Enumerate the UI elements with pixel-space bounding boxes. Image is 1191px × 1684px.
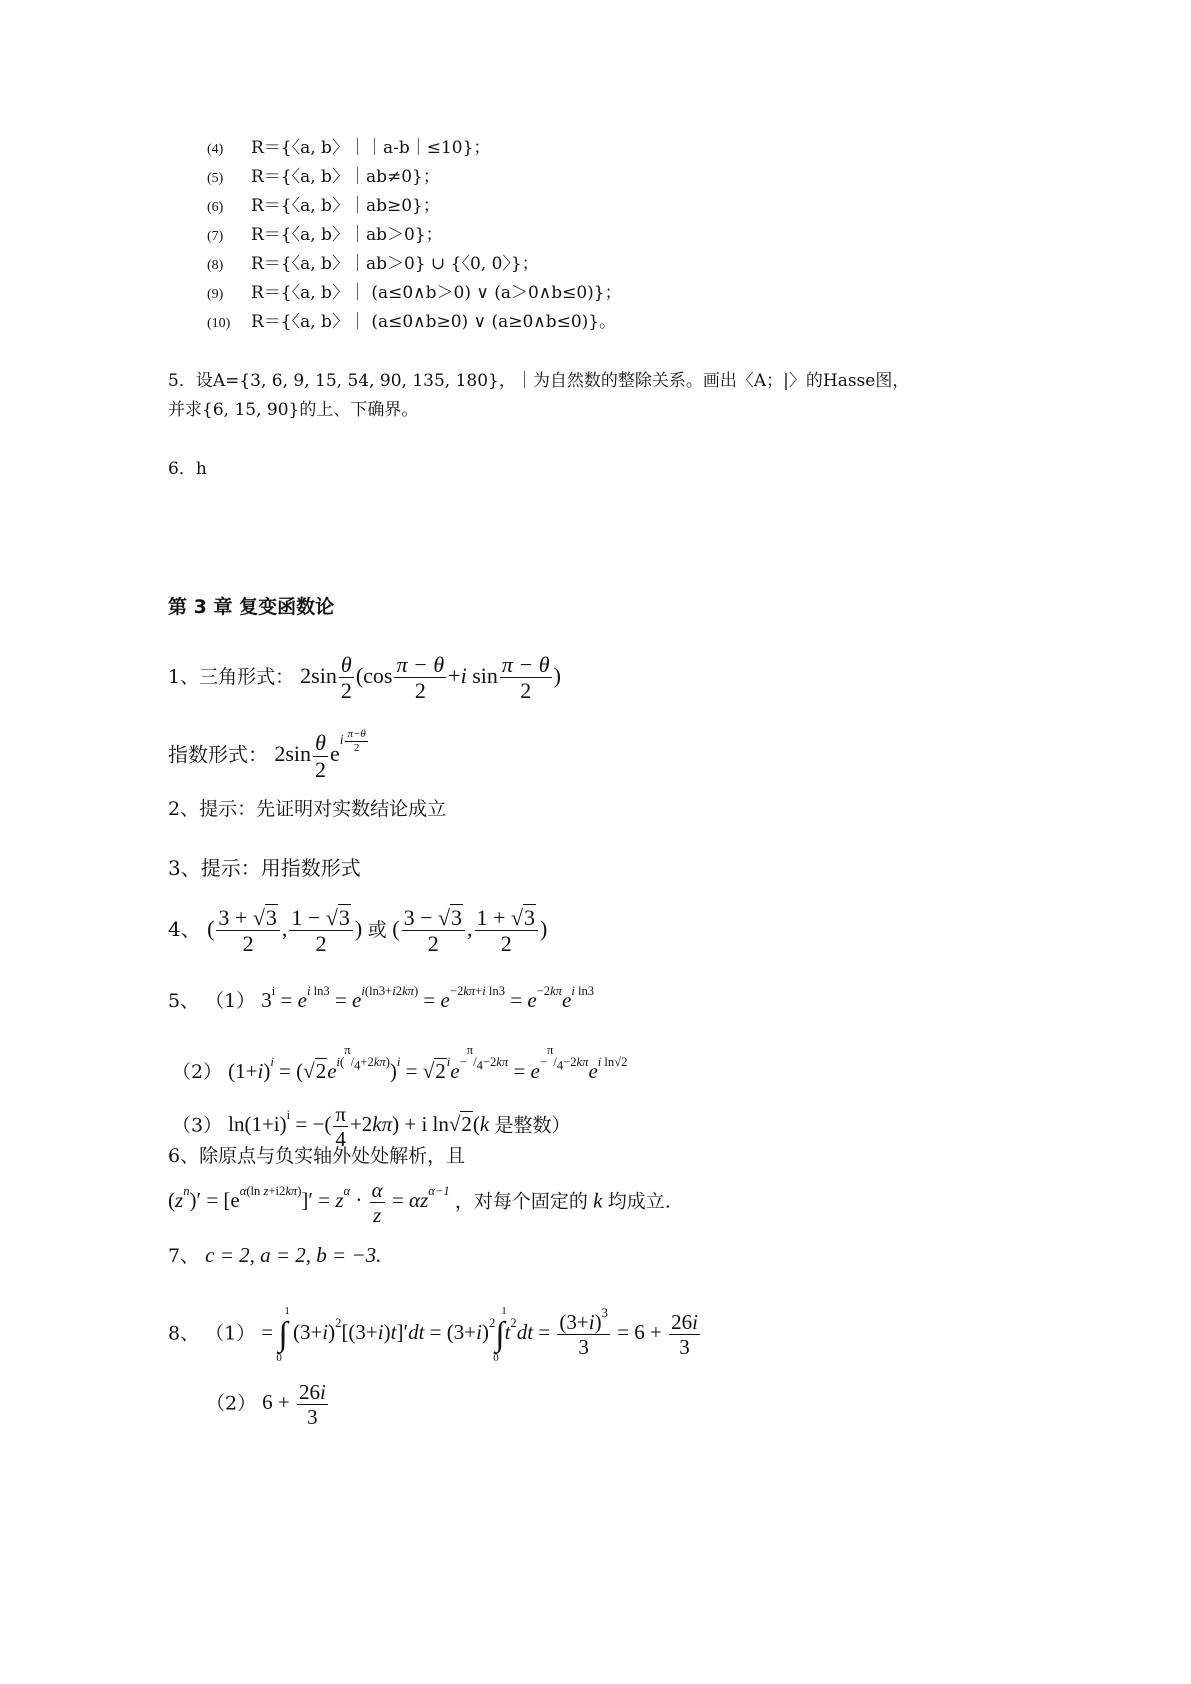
question-6: 6．h bbox=[168, 459, 207, 479]
relation-expr: R＝{〈a, b〉｜ (a≤0∧b＞0) ∨ (a＞0∧b≤0)}； bbox=[251, 283, 622, 303]
formula-8-1: = ∫ 1 0 $(3+i)^2[(3+i)t]'dt = (3+i)^2\int$ 1 0 $t^2dt$ = $\frac{(3+i)^3}{3}$ = 6 + $\frac{26i}{3}$ bbox=[261, 1305, 698, 1365]
item-number: (8) bbox=[207, 258, 224, 273]
relation-item bbox=[207, 283, 622, 303]
relation-expr: R＝{〈a, b〉｜ab≥0}； bbox=[251, 196, 440, 216]
answer-4-label: 4、 bbox=[168, 916, 201, 941]
answer-5-part-2 bbox=[172, 1043, 628, 1083]
formula-5-1: $3^i = e^{i ln3} = e^{i(ln3+i2k\pi)} = e^{-2k\pi+i ln3} = e^{-2k\pi}e^{i ln3}$ bbox=[261, 984, 595, 1012]
formula-6: $(z^n)' = [e^{\alpha(ln z+i2k\pi)}]' = z^\alpha$ · $\frac{\alpha}{z}$ = $\alpha z^{\alpha-1}$ bbox=[168, 1178, 450, 1228]
relation-expr: R＝{〈a, b〉｜ab＞0} ∪ {〈0, 0〉}； bbox=[251, 254, 539, 274]
answer-2: 2、提示：先证明对实数结论成立 bbox=[168, 798, 447, 820]
part-label: （3） bbox=[172, 1114, 223, 1137]
item-number: (9) bbox=[207, 287, 224, 302]
answer-8-part-2 bbox=[206, 1380, 330, 1429]
answer-1-exp-label: 指数形式： bbox=[168, 742, 268, 767]
answer-3: 3、提示：用指数形式 bbox=[168, 856, 361, 880]
answer-5-part-3 bbox=[172, 1102, 571, 1151]
answer-6-tail: ，对每个固定的 bbox=[454, 1190, 588, 1213]
answer-6-line-1: 6、除原点与负实轴外处处解析，且 bbox=[168, 1145, 466, 1167]
formula-8-2: 6 + $\frac{26i}{3}$ bbox=[262, 1380, 326, 1430]
formula-5-3: $\ln(1+i)^i$ = −( $\frac{\pi}{4}$ +2kπ) + i ln√2(k bbox=[228, 1102, 490, 1152]
answer-1-label: 1、三角形式： bbox=[168, 665, 295, 688]
item-number: (7) bbox=[207, 229, 224, 244]
relation-expr: R＝{〈a, b〉｜ab≠0}； bbox=[251, 167, 440, 187]
relation-expr: R＝{〈a, b〉｜｜a-b｜≤10}； bbox=[251, 138, 491, 158]
answer-7 bbox=[168, 1245, 381, 1266]
relation-expr: R＝{〈a, b〉｜ (a≤0∧b≥0) ∨ (a≥0∧b≤0)}。 bbox=[251, 312, 617, 332]
relation-item bbox=[207, 138, 491, 158]
relation-item bbox=[207, 225, 443, 245]
answer-6-line-2: $(z^n)' = [e^{\alpha(ln z+i2k\pi)}]' = z^\alpha$ · $\frac{\alpha}{z}$ = $\alpha z^{\alpha-1}$ ，对每个固定的 k 均成立. bbox=[168, 1178, 671, 1228]
answer-1-trig bbox=[168, 652, 561, 704]
item-number: (4) bbox=[207, 142, 224, 157]
formula-trig-form: 2sin $\frac{\theta}{2}$ (cos $\frac{\pi - \theta}{2}$ +i sin $\frac{\pi - \theta}{2}$ ) bbox=[300, 652, 561, 704]
part-label: （2） bbox=[206, 1392, 257, 1415]
part-label: （1） bbox=[205, 990, 256, 1012]
item-number: (5) bbox=[207, 171, 224, 186]
answer-4-or: 或 bbox=[367, 918, 387, 941]
relation-item bbox=[207, 254, 539, 274]
formula-5-2: $(1+i)^i = (√2e^{i(^\pi/_4+2k\pi)})^i = √2^ie^{-^\pi/_4-2k\pi} = e^{-^\pi/_4-2k\pi}e^{i ln√2}$ bbox=[228, 1043, 628, 1083]
formula-7: c = 2, a = 2, b = −3. bbox=[205, 1243, 382, 1267]
answer-1-exp bbox=[168, 728, 370, 782]
chapter-title: 第 3 章 复变函数论 bbox=[168, 596, 335, 618]
formula-answer-4: ( $\frac{3 + √3}{2}$ , $\frac{1 - √3}{2}$ ) 或 ( $\frac{3 - √3}{2}$ , $\frac{1 + √3}{2}$ ) bbox=[207, 905, 548, 957]
relation-expr: R＝{〈a, b〉｜ab＞0}； bbox=[251, 225, 443, 245]
integer-note: 是整数） bbox=[494, 1114, 571, 1137]
answer-6-end: 均成立. bbox=[607, 1190, 671, 1213]
answer-8-part-1 bbox=[168, 1305, 702, 1365]
item-number: (6) bbox=[207, 200, 224, 215]
answer-8-label: 8、 bbox=[168, 1322, 200, 1345]
question-5-line-2: 并求{6, 15, 90}的上、下确界。 bbox=[168, 400, 419, 420]
answer-4 bbox=[168, 905, 547, 957]
relation-item bbox=[207, 312, 617, 332]
answer-7-label: 7、 bbox=[168, 1245, 200, 1267]
item-number: (10) bbox=[207, 316, 231, 331]
answer-5-label: 5、 bbox=[168, 990, 200, 1012]
part-label: （1） bbox=[205, 1322, 256, 1345]
answer-5-part-1 bbox=[168, 984, 595, 1012]
part-label: （2） bbox=[172, 1060, 223, 1083]
formula-exp-form: 2sin $\frac{\theta}{2}$ $e^{i \frac{\pi-\theta}{2}}$ bbox=[274, 728, 366, 782]
relation-item bbox=[207, 196, 440, 216]
relation-item bbox=[207, 167, 440, 187]
question-5-line-1: 5．设A={3, 6, 9, 15, 54, 90, 135, 180}，｜为自然数的整除关系。画出〈A；|〉的Hasse图， bbox=[168, 371, 910, 391]
